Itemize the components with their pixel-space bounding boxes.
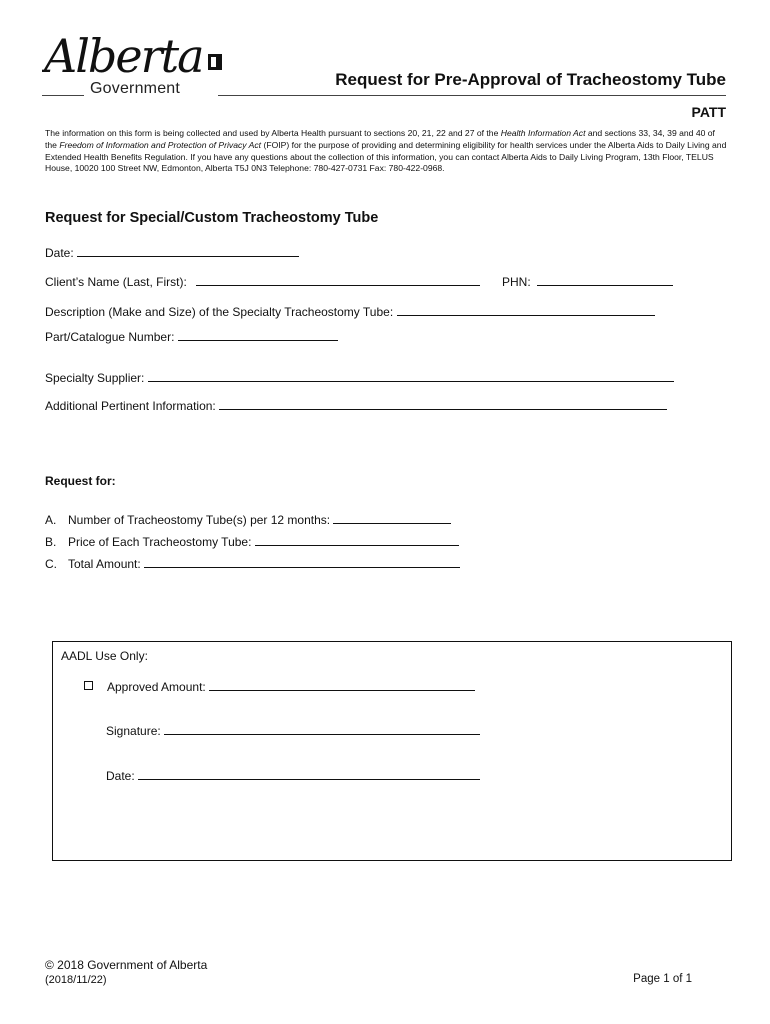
description-input-line[interactable] <box>397 304 655 316</box>
approved-checkbox[interactable] <box>84 681 93 690</box>
alberta-wordmark-icon <box>42 26 232 82</box>
description-field[interactable] <box>45 304 655 319</box>
act-name-1: Health Information Act <box>500 128 586 138</box>
price-input-line[interactable] <box>255 534 459 546</box>
supplier-label: Specialty Supplier: <box>45 371 145 385</box>
footer-copyright: © 2018 Government of Alberta <box>45 958 208 972</box>
date-input-line[interactable] <box>77 245 299 257</box>
client-name-input-line[interactable] <box>196 274 480 286</box>
footer-revision-date: (2018/11/22) <box>45 974 107 986</box>
request-item-letter: A. <box>45 513 57 527</box>
header-divider-right <box>218 95 726 96</box>
additional-info-input-line[interactable] <box>219 398 667 410</box>
request-item-quantity[interactable] <box>45 512 451 527</box>
additional-info-field[interactable] <box>45 398 667 413</box>
client-name-field[interactable] <box>45 274 480 289</box>
quantity-input-line[interactable] <box>333 512 451 524</box>
signature-field[interactable] <box>106 723 480 738</box>
aadl-date-input-line[interactable] <box>138 768 480 780</box>
approved-amount-input-line[interactable] <box>209 679 475 691</box>
approved-amount-label: Approved Amount: <box>107 680 206 694</box>
part-number-label: Part/Catalogue Number: <box>45 330 175 344</box>
section-title: Request for Special/Custom Tracheostomy Tube <box>45 210 379 226</box>
foip-notice <box>45 128 727 175</box>
aadl-heading: AADL Use Only: <box>61 649 148 663</box>
request-item-total[interactable] <box>45 556 460 571</box>
request-item-label: Number of Tracheostomy Tube(s) per 12 months: <box>68 513 331 527</box>
notice-text-1: The information on this form is being collected and used by Alberta Health pursuant to sections 20, 21, 22 and 27 of the <box>45 128 501 138</box>
total-input-line[interactable] <box>144 556 460 568</box>
part-number-input-line[interactable] <box>178 329 338 341</box>
phn-label: PHN: <box>502 275 531 289</box>
description-label: Description (Make and Size) of the Specialty Tracheostomy Tube: <box>45 305 394 319</box>
supplier-field[interactable] <box>45 370 674 385</box>
footer-page-number: Page 1 of 1 <box>633 973 692 985</box>
part-number-field[interactable] <box>45 329 338 344</box>
aadl-date-label: Date: <box>106 769 135 783</box>
logo-subtitle: Government <box>90 80 181 97</box>
header-divider-left <box>42 95 84 96</box>
date-label: Date: <box>45 246 74 260</box>
request-title: Request for: <box>45 474 116 488</box>
signature-input-line[interactable] <box>164 723 480 735</box>
form-title: Request for Pre-Approval of Tracheostomy Tube <box>335 70 726 89</box>
approved-amount-field[interactable] <box>84 679 475 694</box>
request-item-letter: B. <box>45 535 57 549</box>
notice-text-3: (FOIP) for the purpose of providing and determining eligibility for health services under the Alberta Aids to Daily Living and Extended Health Benefits Regulation. If you have any questions about the collection of this information, you can contact Alberta Aids to Daily Living Program, 13th Floor, TELUS House, 10020 100 Street NW, Edmonton, Alberta T5J 0N3 Telephone: 780-427-0731 Fax: 780-422-0968. <box>45 139 727 174</box>
request-item-label: Price of Each Tracheostomy Tube: <box>68 535 252 549</box>
phn-field[interactable] <box>502 274 673 289</box>
client-name-label: Client’s Name (Last, First): <box>45 275 187 289</box>
form-code: PATT <box>691 104 726 120</box>
notice-text-2: and sections 33, 34, 39 and 40 of the <box>45 128 715 150</box>
aadl-date-field[interactable] <box>106 768 480 783</box>
request-item-price[interactable] <box>45 534 459 549</box>
date-field[interactable] <box>45 245 299 260</box>
phn-input-line[interactable] <box>537 274 673 286</box>
aadl-use-only-box <box>52 641 732 861</box>
additional-info-label: Additional Pertinent Information: <box>45 399 216 413</box>
request-item-label: Total Amount: <box>68 557 141 571</box>
act-name-2: Freedom of Information and Protection of Privacy Act <box>59 139 262 150</box>
signature-label: Signature: <box>106 724 161 738</box>
supplier-input-line[interactable] <box>148 370 674 382</box>
request-item-letter: C. <box>45 557 57 571</box>
svg-text:Alberta: Alberta <box>44 29 203 82</box>
